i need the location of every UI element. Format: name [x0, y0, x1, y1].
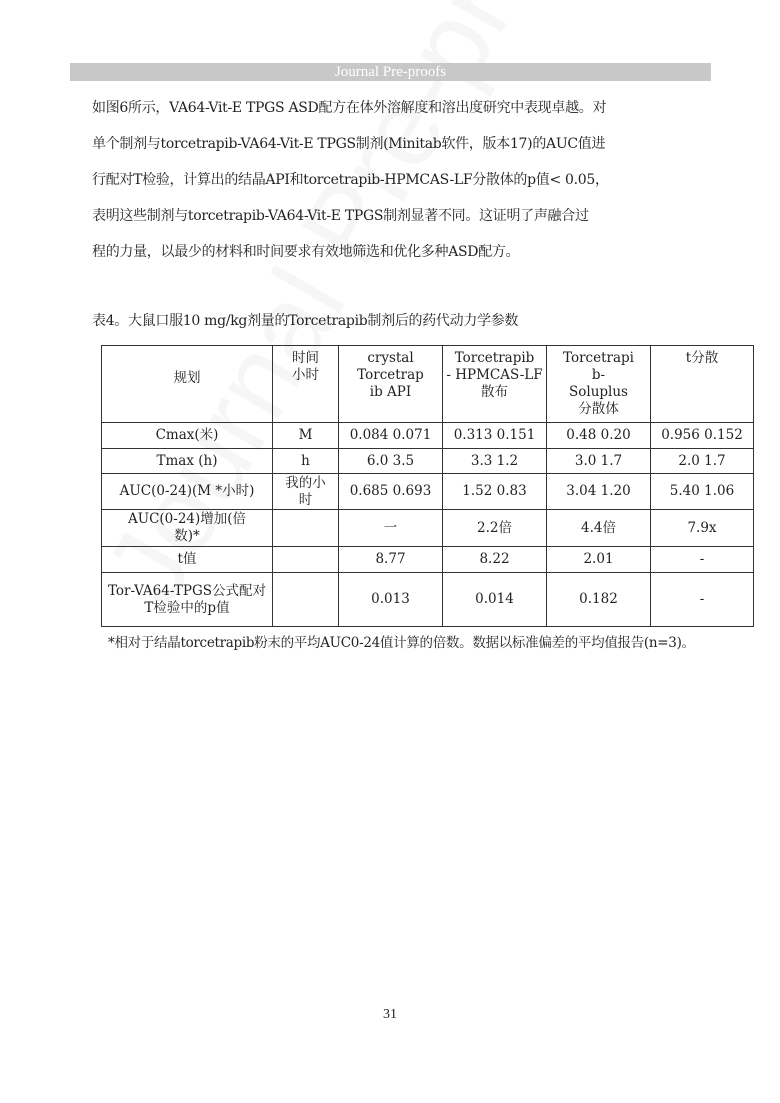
table-cell: 0.182	[547, 573, 651, 627]
table-cell: M	[273, 423, 339, 449]
table-cell: t值	[102, 547, 273, 573]
journal-header: Journal Pre-proofs	[70, 63, 711, 81]
table-cell: Tor-VA64-TPGS公式配对 T检验中的p值	[102, 573, 273, 627]
table-cell: 8.22	[443, 547, 547, 573]
paragraph-line: 单个制剂与torcetrapib-VA64-Vit-E TPGS制剂(Minitab软件，版本17)的AUC值进	[92, 136, 606, 152]
table-row	[102, 474, 754, 510]
table-cell: h	[273, 449, 339, 474]
table-row	[102, 547, 754, 573]
paragraph-line: 行配对T检验，计算出的结晶API和torcetrapib-HPMCAS-LF分散体的p值< 0.05，	[92, 172, 609, 188]
table-cell	[273, 510, 339, 547]
header-cell: t分散	[651, 346, 754, 423]
table-cell: 0.48 0.20	[547, 423, 651, 449]
header-cell: 时间 小时	[273, 346, 339, 423]
table-header-row	[102, 346, 754, 423]
table-cell: 6.0 3.5	[339, 449, 443, 474]
table-row	[102, 449, 754, 474]
table-cell: 3.04 1.20	[547, 474, 651, 510]
table-cell: 我的小 时	[273, 474, 339, 510]
header-cell: crystal Torcetrap ib API	[339, 346, 443, 423]
table-cell: 0.084 0.071	[339, 423, 443, 449]
table-cell: AUC(0-24)(M *小时)	[102, 474, 273, 510]
paragraph-line: 表明这些制剂与torcetrapib-VA64-Vit-E TPGS制剂显著不同。这证明了声融合过	[92, 208, 589, 224]
pk-table	[101, 345, 754, 627]
table-cell: 0.014	[443, 573, 547, 627]
body-paragraph	[92, 90, 692, 270]
table-cell: -	[651, 573, 754, 627]
table-caption: 表4。大鼠口服10 mg/kg剂量的Torcetrapib制剂后的药代动力学参数	[92, 313, 519, 329]
table-cell: 0.013	[339, 573, 443, 627]
table-footnote: *相对于结晶torcetrapib粉末的平均AUC0-24值计算的倍数。数据以标准偏差的平均值报告(n=3)。	[108, 635, 695, 651]
paragraph-line: 如图6所示，VA64-Vit-E TPGS ASD配方在体外溶解度和溶出度研究中表现卓越。对	[92, 100, 607, 116]
table-cell: 2.0 1.7	[651, 449, 754, 474]
table-cell: 5.40 1.06	[651, 474, 754, 510]
table-cell: Cmax(米)	[102, 423, 273, 449]
page-number: 31	[383, 1007, 397, 1022]
table-cell	[273, 573, 339, 627]
table-row	[102, 423, 754, 449]
table-cell: -	[651, 547, 754, 573]
table-cell: 8.77	[339, 547, 443, 573]
table-cell: 0.313 0.151	[443, 423, 547, 449]
table-cell: 2.2倍	[443, 510, 547, 547]
table-cell: 0.685 0.693	[339, 474, 443, 510]
header-cell: Torcetrapib - HPMCAS-LF 散布	[443, 346, 547, 423]
table-cell: 4.4倍	[547, 510, 651, 547]
table-cell: Tmax (h)	[102, 449, 273, 474]
table-cell: 0.956 0.152	[651, 423, 754, 449]
header-cell: 规划	[102, 346, 273, 423]
table-cell: 1.52 0.83	[443, 474, 547, 510]
paragraph-line: 程的力量，以最少的材料和时间要求有效地筛选和优化多种ASD配方。	[92, 244, 520, 260]
table-cell	[273, 547, 339, 573]
table-cell: 3.0 1.7	[547, 449, 651, 474]
table-row	[102, 573, 754, 627]
table-cell: AUC(0-24)增加(倍 数)*	[102, 510, 273, 547]
table-cell: 2.01	[547, 547, 651, 573]
table-row	[102, 510, 754, 547]
table-cell: 一	[339, 510, 443, 547]
header-cell: Torcetrapi b- Soluplus 分散体	[547, 346, 651, 423]
table-cell: 7.9x	[651, 510, 754, 547]
table-cell: 3.3 1.2	[443, 449, 547, 474]
